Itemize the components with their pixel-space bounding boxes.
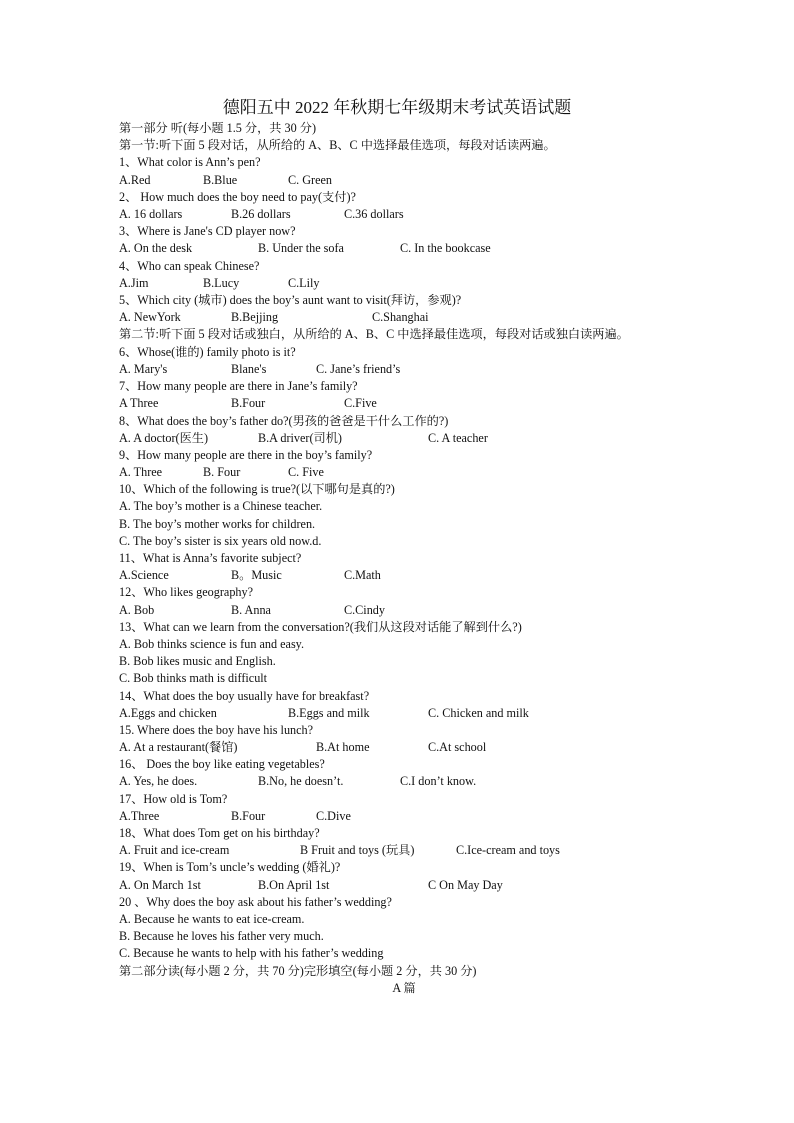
question-18: 18、What does Tom get on his birthday? — [119, 826, 320, 840]
option-a: A.Jim — [119, 275, 149, 290]
option-a: A.Science — [119, 568, 169, 583]
option-a: A. Bob — [119, 602, 155, 617]
question-10: 10、Which of the following is true?(以下哪句是真的?) — [119, 482, 395, 497]
options-8 — [119, 430, 689, 447]
question-6: 6、Whose(谁的) family photo is it? — [119, 344, 296, 359]
options-1 — [119, 172, 689, 189]
option-b: B. Because he loves his father very much. — [119, 929, 324, 944]
option-c: C.Five — [344, 396, 377, 411]
option-b: B.A driver(司机) — [258, 430, 342, 445]
option-b: B. Four — [203, 465, 241, 480]
option-a: A. Three — [119, 465, 163, 480]
option-c: C. Because he wants to help with his father’s wedding — [119, 946, 384, 961]
option-c: C.36 dollars — [344, 206, 404, 221]
options-15 — [119, 739, 689, 756]
option-c: C. The boy’s sister is six years old now.d. — [119, 533, 322, 548]
option-a: A. A doctor(医生) — [119, 430, 209, 445]
question-20: 20 、Why does the boy ask about his father’s wedding? — [119, 894, 392, 909]
options-12 — [119, 602, 689, 619]
option-a: A.Red — [119, 172, 151, 187]
option-c: C. In the bookcase — [400, 241, 491, 256]
option-a: A.Eggs and chicken — [119, 705, 217, 720]
question-2: 2、 How much does the boy need to pay(支付)? — [119, 189, 356, 204]
section1-heading: 第一节:听下面 5 段对话，从所给的 A、B、C 中选择最佳选项，每段对话读两遍。 — [119, 138, 556, 153]
option-b: B. Bob likes music and English. — [119, 654, 276, 669]
option-a: A.Three — [119, 808, 160, 823]
question-7: 7、How many people are there in Jane’s family? — [119, 379, 358, 394]
question-3: 3、Where is Jane's CD player now? — [119, 224, 296, 239]
options-6 — [119, 361, 689, 378]
option-a: A. NewYork — [119, 310, 181, 325]
option-b: B.On April 1st — [258, 877, 330, 892]
option-c: C. A teacher — [428, 430, 488, 445]
option-c: C.Cindy — [344, 602, 385, 617]
option-b: B. Under the sofa — [258, 241, 344, 256]
option-b: B.Eggs and milk — [288, 705, 370, 720]
options-3 — [119, 240, 689, 257]
part2-heading: 第二部分读(每小题 2 分，共 70 分)完形填空(每小题 2 分，共 30 分) — [119, 963, 477, 978]
question-4: 4、Who can speak Chinese? — [119, 258, 260, 273]
question-16: 16、 Does the boy like eating vegetables? — [119, 757, 325, 772]
option-a: A. Because he wants to eat ice-cream. — [119, 911, 305, 926]
options-19 — [119, 877, 689, 894]
option-c: C.At school — [428, 740, 487, 755]
option-c: C On May Day — [428, 877, 503, 892]
option-b: B Fruit and toys (玩具) — [300, 843, 415, 858]
option-c: C.Shanghai — [372, 310, 429, 325]
question-5: 5、Which city (城市) does the boy’s aunt want to visit(拜访，参观)? — [119, 292, 462, 307]
option-b: B.Bejjing — [231, 310, 279, 325]
option-a: A. Bob thinks science is fun and easy. — [119, 636, 305, 651]
options-16 — [119, 773, 689, 790]
option-b: B.At home — [316, 740, 370, 755]
option-c: C.Math — [344, 568, 381, 583]
option-c: C. Five — [288, 465, 324, 480]
option-c: C. Bob thinks math is difficult — [119, 671, 268, 686]
option-a: A. At a restaurant(餐馆) — [119, 740, 238, 755]
option-c: C.Ice-cream and toys — [456, 843, 560, 858]
option-c: C. Green — [288, 172, 332, 187]
options-17 — [119, 808, 689, 825]
option-a: A. On March 1st — [119, 877, 201, 892]
option-b: B.Blue — [203, 172, 238, 187]
options-7 — [119, 395, 689, 412]
question-13: 13、What can we learn from the conversation?(我们从这段对话能了解到什么?) — [119, 619, 522, 634]
question-15: 15. Where does the boy have his lunch? — [119, 722, 314, 737]
passage-a-heading: A 篇 — [392, 980, 416, 995]
option-a: A. Fruit and ice-cream — [119, 843, 230, 858]
question-12: 12、Who likes geography? — [119, 585, 254, 600]
option-c: C. Jane’s friend’s — [316, 361, 401, 376]
question-1: 1、What color is Ann’s pen? — [119, 155, 261, 170]
option-c: C.Dive — [316, 808, 351, 823]
question-11: 11、What is Anna’s favorite subject? — [119, 551, 302, 565]
section2-heading: 第二节:听下面 5 段对话或独白，从所给的 A、B、C 中选择最佳选项，每段对话或独白读两遍。 — [119, 327, 629, 342]
question-19: 19、When is Tom’s uncle’s wedding (婚礼)? — [119, 860, 341, 875]
option-a: A. The boy’s mother is a Chinese teacher. — [119, 499, 323, 514]
option-b: B. Anna — [231, 602, 271, 617]
option-b: Blane's — [231, 361, 267, 376]
option-a: A. 16 dollars — [119, 206, 183, 221]
options-4 — [119, 275, 689, 292]
question-17: 17、How old is Tom? — [119, 791, 228, 806]
option-a: A Three — [119, 396, 159, 411]
option-b: B.No, he doesn’t. — [258, 774, 344, 789]
options-18 — [119, 842, 689, 859]
option-a: A. Mary's — [119, 361, 168, 376]
option-b: B。Music — [231, 568, 282, 583]
option-b: B. The boy’s mother works for children. — [119, 516, 316, 531]
options-11 — [119, 567, 689, 584]
option-b: B.Lucy — [203, 275, 240, 290]
option-a: A. Yes, he does. — [119, 774, 198, 789]
option-a: A. On the desk — [119, 241, 193, 256]
option-b: B.26 dollars — [231, 206, 291, 221]
options-5 — [119, 309, 689, 326]
options-14 — [119, 705, 689, 722]
option-b: B.Four — [231, 396, 266, 411]
exam-title: 德阳五中 2022 年秋期七年级期末考试英语试题 — [222, 98, 572, 117]
option-c: C. Chicken and milk — [428, 705, 529, 720]
option-b: B.Four — [231, 808, 266, 823]
question-8: 8、What does the boy’s father do?(男孩的爸爸是干什么工作的?) — [119, 413, 449, 428]
part1-heading: 第一部分 听(每小题 1.5 分，共 30 分) — [119, 121, 317, 135]
options-9 — [119, 464, 689, 481]
option-c: C.Lily — [288, 275, 320, 290]
options-2 — [119, 206, 689, 223]
exam-body — [119, 120, 689, 997]
question-9: 9、How many people are there in the boy’s family? — [119, 447, 373, 462]
question-14: 14、What does the boy usually have for breakfast? — [119, 688, 370, 703]
option-c: C.I don’t know. — [400, 774, 477, 789]
